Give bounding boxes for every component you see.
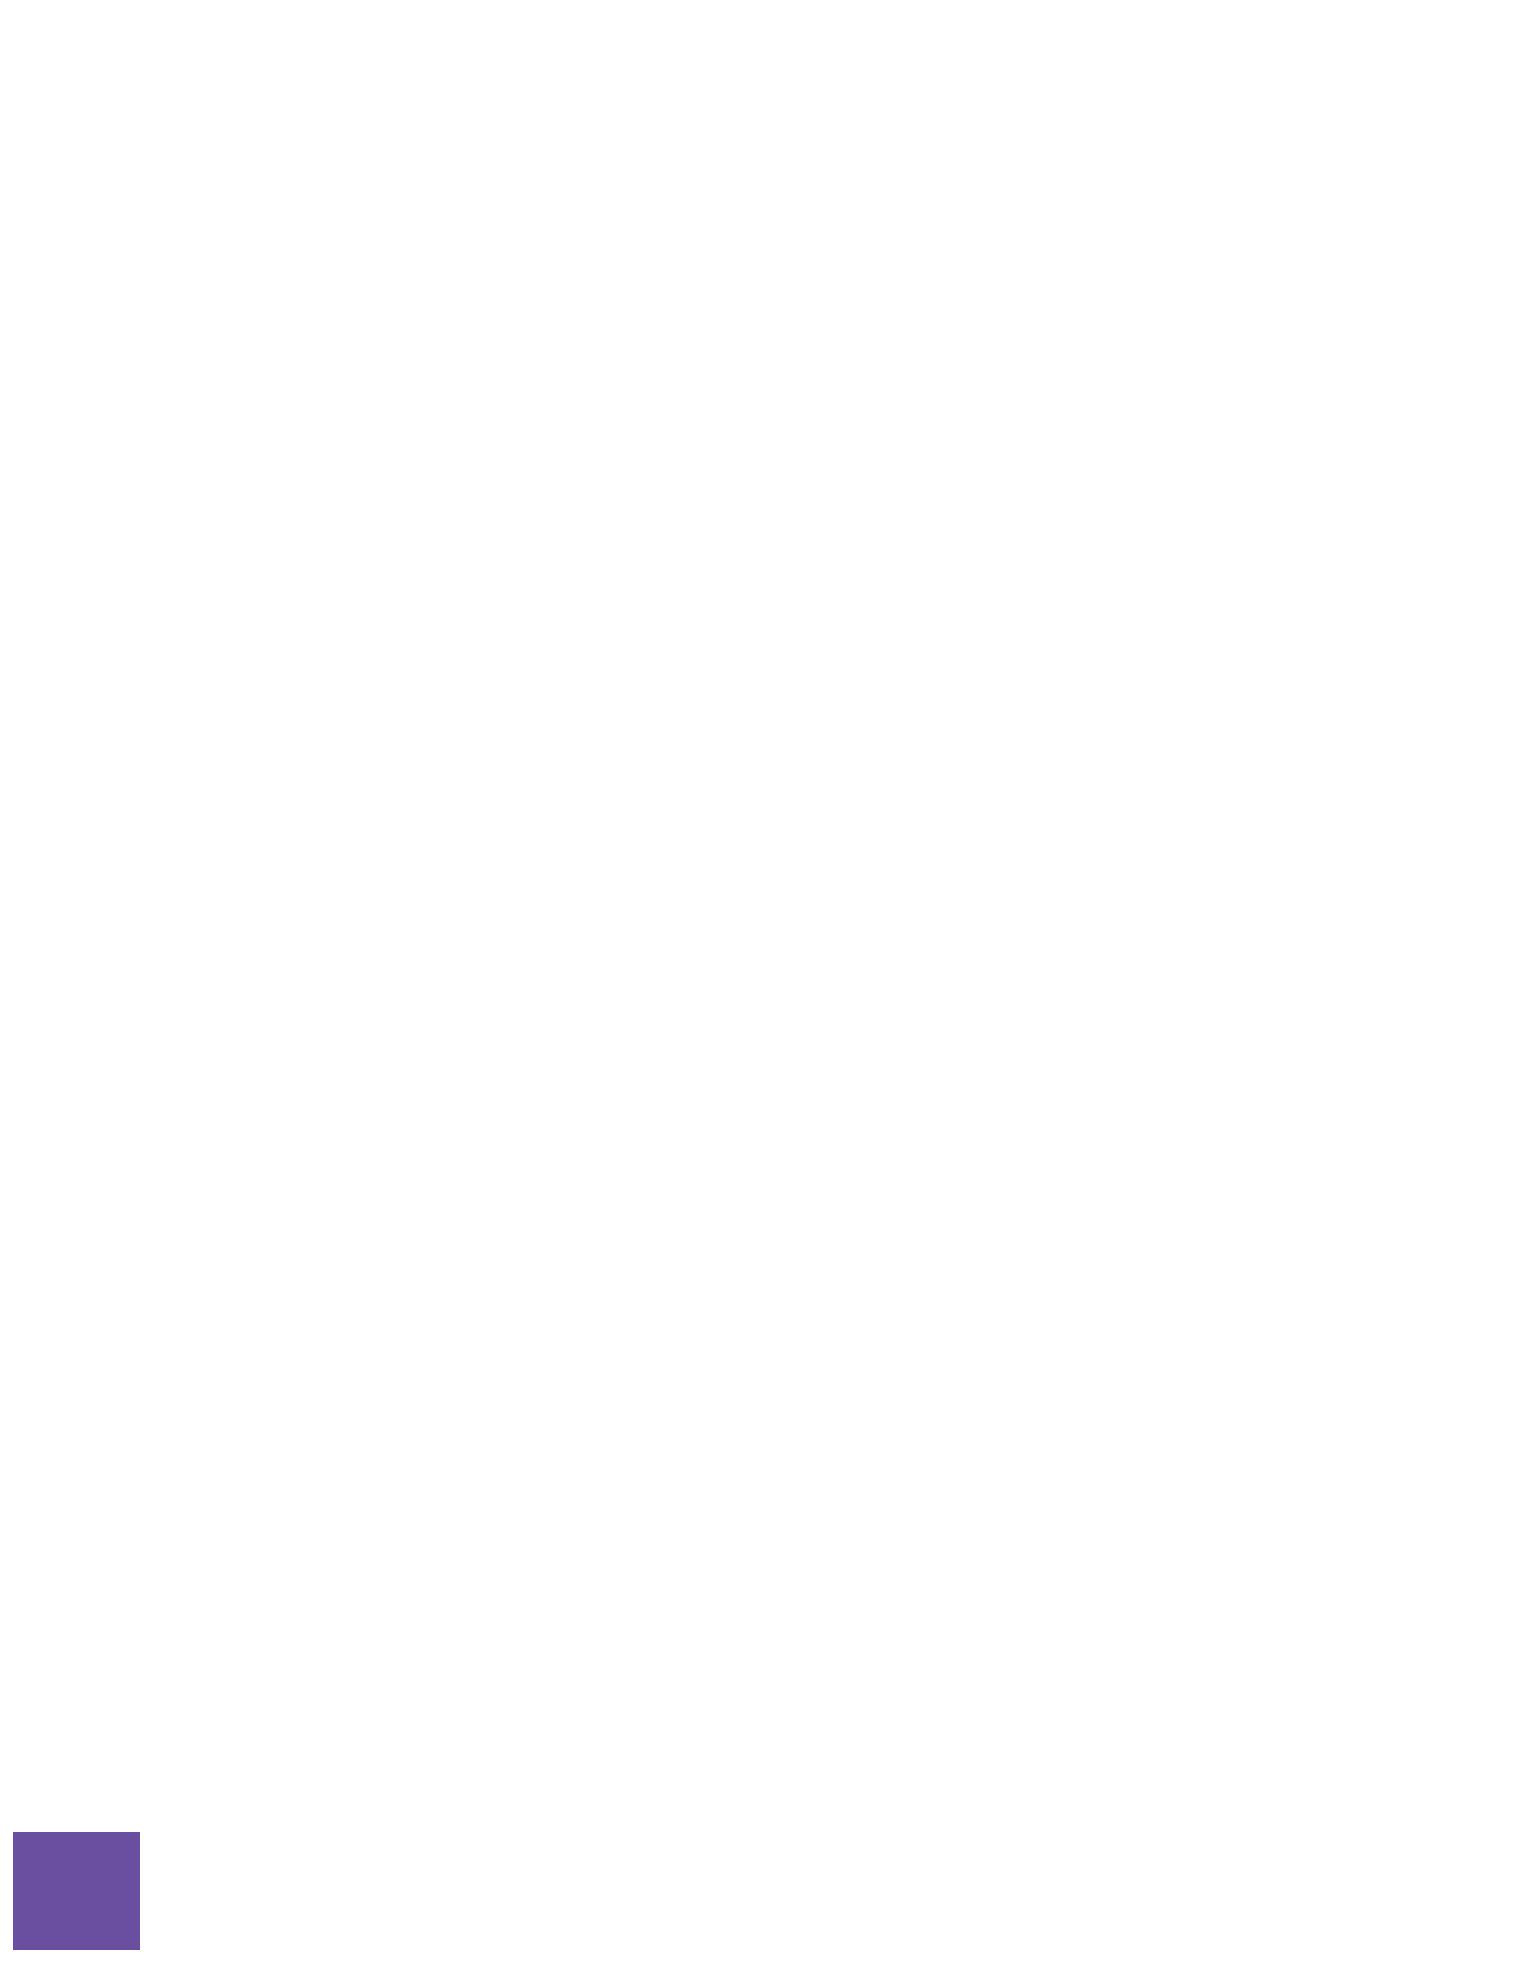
footer-page-tab xyxy=(13,1832,140,1950)
